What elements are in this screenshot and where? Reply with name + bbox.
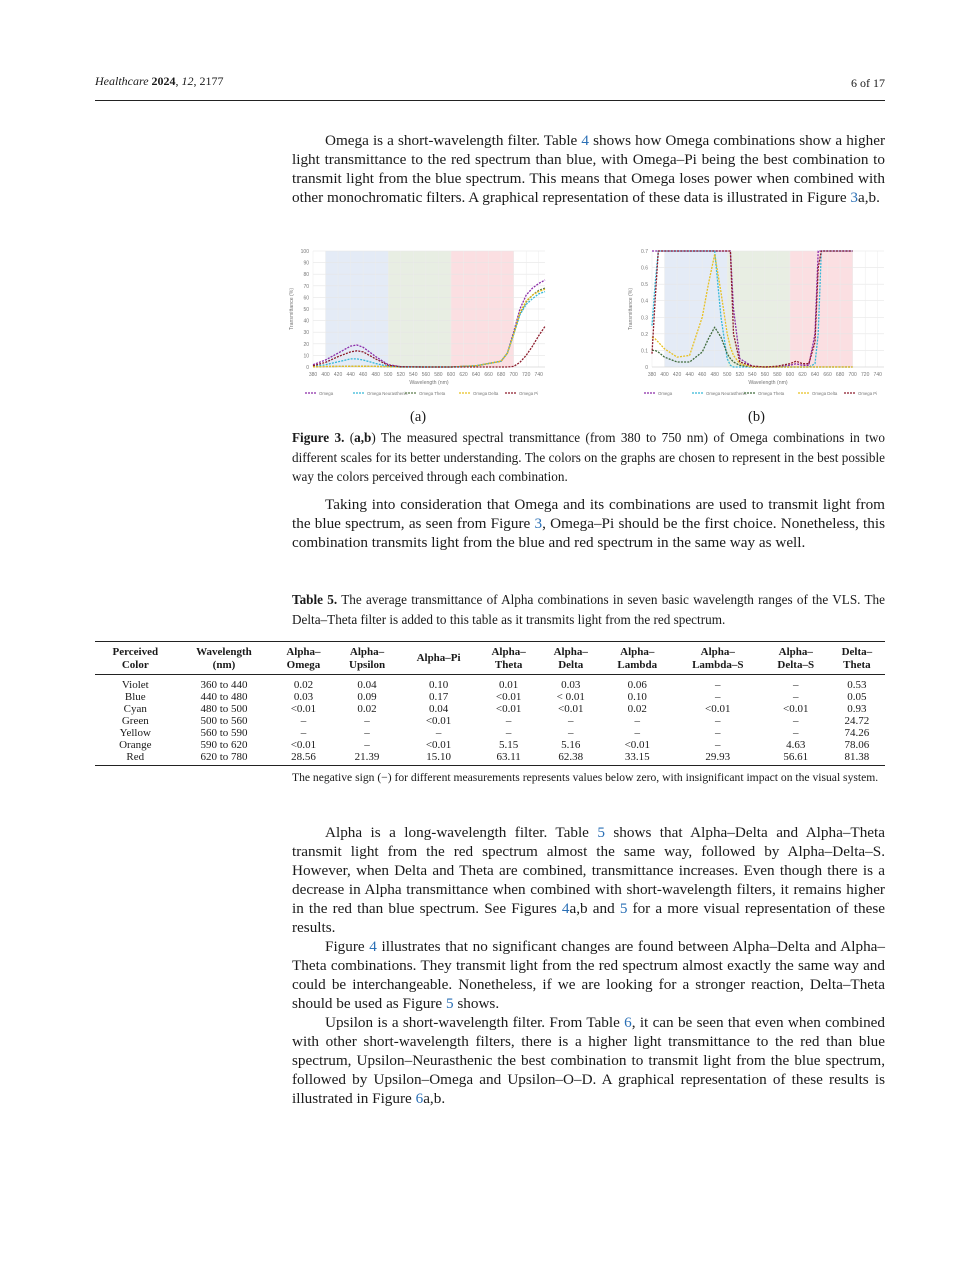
text: Upsilon is a short-wavelength filter. From Table (325, 1014, 625, 1031)
x-tick-label: 680 (496, 372, 506, 378)
figure-6-link[interactable]: 6 (415, 1090, 424, 1107)
value-cell: – (793, 715, 799, 727)
wavelength-cell: 560 to 590 (200, 727, 248, 739)
text: ( (344, 430, 355, 445)
paragraph-omega-choice (292, 495, 885, 552)
x-tick-label: 580 (773, 372, 782, 378)
y-tick-label: 0.6 (641, 265, 648, 272)
y-tick-label: 40 (303, 318, 309, 325)
legend-label: Omega Theta (758, 390, 785, 396)
value-cell: 0.04 (428, 703, 449, 715)
x-tick-label: 460 (358, 372, 368, 378)
x-tick-label: 380 (308, 372, 318, 378)
color-cell: Orange (119, 739, 152, 751)
text: Alpha is a long-wavelength filter. Table (325, 824, 598, 841)
value-cell: <0.01 (557, 703, 584, 715)
x-tick-label: 460 (697, 372, 707, 378)
text: illustrates that no significant changes are found between Alpha–Delta and Alpha–Theta combinations. They transmit light from the red spectrum almost exactly the same way and could be interchangeable. Nonetheless, if we are looking for a stronger reaction, Delta–Theta should be used as Figure (292, 938, 886, 1012)
value-cell: 0.03 (293, 691, 314, 703)
column-header-text: Upsilon (349, 658, 386, 671)
text: a,b. (423, 1090, 446, 1107)
value-cell: – (634, 715, 641, 727)
y-tick-label: 80 (303, 272, 309, 279)
table-4-link[interactable]: 4 (581, 132, 589, 149)
value-cell: 63.11 (478, 751, 540, 766)
text: Figure (325, 938, 370, 955)
y-tick-label: 0 (645, 365, 648, 371)
value-cell: <0.01 (425, 739, 452, 751)
legend-label: Omega Pi (858, 390, 878, 396)
x-tick-label: 720 (861, 372, 870, 378)
column-header-text: Wavelength (196, 646, 252, 658)
column-header (602, 642, 673, 675)
column-header-text: Theta (843, 658, 871, 671)
legend-label: Omega Neurasthenic (706, 390, 747, 396)
x-tick-label: 440 (685, 372, 694, 378)
color-cell: Red (95, 751, 176, 766)
y-axis-label: Transmittance (%) (289, 287, 295, 331)
figure-5-link[interactable]: 5 (445, 995, 454, 1012)
value-cell: – (364, 739, 370, 751)
value-cell: 0.93 (847, 703, 867, 715)
text: shows how Omega combinations show a higher light transmittance to the red spectrum than blue, with Omega–Pi being the best combination to transmit light from the blue spectrum. This means that Omega loses power when combined with other monochromatic filters. A graphical representation of these data is illustrated in Figure (292, 132, 886, 206)
column-header (400, 642, 478, 675)
band-red (790, 251, 853, 367)
x-tick-label: 740 (534, 372, 543, 378)
wavelength-cell: 620 to 780 (176, 751, 273, 766)
table-footnote: The negative sign (−) for different measurements represents values below zero, with insignificant impact on the visual system. (292, 771, 879, 784)
column-header (540, 642, 602, 675)
value-cell: 0.05 (847, 691, 867, 703)
text: Taking into consideration that Omega and its combinations are used to transmit light from the blue spectrum, as seen from Figure (292, 496, 885, 532)
value-cell: 81.38 (829, 751, 885, 766)
value-cell: 24.72 (844, 715, 870, 727)
value-cell: 0.03 (561, 679, 581, 691)
x-tick-label: 600 (446, 372, 456, 378)
table-5 (95, 641, 885, 766)
x-tick-label: 520 (396, 372, 405, 378)
y-tick-label: 70 (303, 283, 309, 290)
wavelength-cell: 500 to 560 (200, 715, 248, 727)
y-tick-label: 0.7 (641, 249, 648, 255)
x-tick-label: 400 (660, 372, 669, 378)
table-5-link[interactable]: 5 (597, 824, 605, 841)
y-tick-label: 10 (303, 353, 309, 360)
x-tick-label: 740 (873, 372, 882, 378)
x-tick-label: 620 (798, 372, 807, 378)
column-header-text: Omega (286, 658, 321, 671)
value-cell: – (793, 691, 799, 703)
value-cell: – (435, 727, 442, 739)
x-tick-label: 640 (471, 372, 481, 378)
y-tick-label: 0.4 (641, 298, 648, 305)
paragraph-figure-4 (292, 937, 885, 1013)
value-cell: – (364, 715, 370, 727)
value-cell: <0.01 (495, 703, 522, 715)
table-row (95, 739, 885, 751)
y-tick-label: 20 (303, 341, 309, 348)
journal-volume: 12 (181, 74, 194, 88)
x-axis-label: Wavelength (nm) (748, 380, 788, 386)
value-cell: 28.56 (272, 751, 334, 766)
color-cell: Yellow (119, 727, 151, 739)
value-cell: – (505, 715, 512, 727)
column-header-text: Color (121, 658, 149, 671)
y-tick-label: 30 (303, 330, 309, 337)
text: Omega is a short-wavelength filter. Table (325, 132, 582, 149)
paragraph-alpha (292, 823, 885, 937)
x-tick-label: 500 (384, 372, 393, 378)
table-row (95, 703, 885, 715)
text: for a more visual representation of these results. (292, 900, 886, 936)
y-tick-label: 100 (300, 249, 309, 255)
figure-4-link[interactable]: 4 (561, 900, 570, 917)
value-cell: – (505, 727, 512, 739)
color-cell: Violet (121, 679, 149, 691)
table-row (95, 675, 885, 692)
wavelength-cell: 590 to 620 (200, 739, 248, 751)
x-tick-label: 480 (371, 372, 380, 378)
journal-name: Healthcare (95, 74, 149, 88)
value-cell: – (567, 727, 574, 739)
column-header (673, 642, 763, 675)
value-cell: 5.15 (498, 739, 519, 751)
value-cell: 0.01 (498, 679, 519, 691)
value-cell: 0.53 (847, 679, 867, 691)
table-6-link[interactable]: 6 (624, 1014, 632, 1031)
value-cell: 0.04 (357, 679, 377, 691)
value-cell: 15.10 (400, 751, 478, 766)
caption-label: Figure 3. (292, 430, 345, 445)
table-5-caption (292, 590, 885, 629)
figure-4-link[interactable]: 4 (369, 938, 377, 955)
value-cell: 0.02 (293, 679, 314, 691)
column-header (95, 642, 176, 675)
y-tick-label: 0.5 (641, 282, 648, 289)
value-cell: – (715, 691, 721, 703)
column-header-text: Delta (558, 658, 584, 671)
value-cell: – (567, 715, 574, 727)
value-cell: 0.10 (428, 679, 449, 691)
x-tick-label: 540 (748, 372, 757, 378)
x-tick-label: 400 (321, 372, 330, 378)
x-tick-label: 500 (723, 372, 732, 378)
y-tick-label: 50 (303, 307, 309, 313)
value-cell: <0.01 (495, 691, 522, 703)
value-cell: – (715, 727, 721, 739)
x-tick-label: 420 (672, 372, 682, 378)
value-cell: 5.16 (561, 739, 581, 751)
column-header-text: Alpha– (553, 646, 588, 658)
table-caption-text: The average transmittance of Alpha combinations in seven basic wavelength ranges of the VLS. The Delta–Theta filter is added to this table as it transmits light from the red spectrum. (292, 592, 885, 627)
figure-3-link[interactable]: 3 (850, 189, 858, 206)
value-cell: 0.17 (428, 691, 449, 703)
column-header-text: Alpha– (778, 646, 813, 658)
column-header-text: Alpha– (491, 646, 526, 658)
value-cell: – (300, 727, 307, 739)
x-tick-label: 660 (823, 372, 832, 378)
wavelength-cell: 360 to 440 (200, 679, 248, 691)
caption-text: ) The measured spectral transmittance (from 380 to 750 nm) of Omega combinations in two different scales for its better understanding. The colors on the graphs are chosen to represent in the best possible way the colors perceived through each combination. (292, 430, 885, 484)
column-header (763, 642, 829, 675)
value-cell: 0.06 (627, 679, 647, 691)
legend-label: Omega Delta (473, 390, 499, 396)
journal-year: 2024 (151, 74, 176, 88)
value-cell: 0.02 (357, 703, 377, 715)
column-header (829, 642, 885, 675)
value-cell: – (300, 715, 307, 727)
color-cell: Cyan (123, 703, 147, 715)
color-cell: Blue (124, 691, 146, 703)
table-caption-label: Table 5. (292, 592, 338, 607)
value-cell: 4.63 (786, 739, 806, 751)
x-tick-label: 700 (509, 372, 518, 378)
y-tick-label: 0.3 (641, 315, 648, 322)
table-row (95, 727, 885, 739)
y-tick-label: 0.1 (641, 348, 648, 355)
figure-3-link[interactable]: 3 (534, 515, 543, 532)
value-cell: <0.01 (425, 715, 452, 727)
x-tick-label: 420 (333, 372, 343, 378)
x-tick-label: 600 (785, 372, 795, 378)
paragraph-omega-intro (292, 131, 885, 207)
page-header (95, 74, 885, 101)
text: a,b. (858, 189, 880, 206)
column-header (272, 642, 334, 675)
value-cell: <0.01 (705, 703, 731, 715)
value-cell: 0.09 (357, 691, 377, 703)
x-tick-label: 660 (484, 372, 493, 378)
x-tick-label: 480 (710, 372, 719, 378)
legend-label: Omega (319, 390, 334, 396)
x-tick-label: 540 (409, 372, 418, 378)
column-header-text: Delta– (841, 646, 873, 658)
article-number: 2177 (199, 74, 224, 88)
page-number: 6 of 17 (851, 76, 885, 90)
wavelength-cell: 440 to 480 (200, 691, 248, 703)
x-tick-label: 720 (522, 372, 531, 378)
panel-label-b: (b) (748, 409, 765, 425)
figure-3-caption (292, 428, 885, 487)
figure-3b-chart (622, 243, 894, 405)
column-header-text: Alpha– (620, 646, 655, 658)
x-tick-label: 580 (434, 372, 443, 378)
value-cell: <0.01 (624, 739, 651, 751)
table-header-row (95, 642, 885, 675)
value-cell: 78.06 (844, 739, 870, 751)
text: a,b and (569, 900, 620, 917)
column-header-text: Alpha– (349, 646, 385, 658)
x-axis-label: Wavelength (nm) (409, 380, 449, 386)
x-tick-label: 680 (835, 372, 845, 378)
text: , Omega–Pi should be the first choice. Nonetheless, this combination transmits light from the blue and red spectrum in the same way as well. (292, 515, 885, 551)
column-header (335, 642, 400, 675)
chart-a-svg (283, 243, 555, 405)
chart-b-svg (622, 243, 894, 405)
value-cell: – (793, 679, 799, 691)
value-cell: – (364, 727, 370, 739)
column-header-text: Theta (494, 658, 523, 671)
y-tick-label: 0.2 (641, 331, 648, 338)
legend-label: Omega (658, 390, 673, 396)
column-header-text: Delta–S (777, 658, 815, 671)
x-tick-label: 560 (421, 372, 431, 378)
value-cell: 21.39 (335, 751, 400, 766)
column-header (478, 642, 540, 675)
column-header-text: Alpha– (700, 646, 735, 658)
value-cell: 56.61 (763, 751, 829, 766)
value-cell: <0.01 (290, 703, 317, 715)
column-header-text: Lambda–S (692, 658, 744, 671)
legend-label: Omega Pi (519, 390, 539, 396)
panel-label-a: (a) (410, 409, 427, 425)
value-cell: 0.02 (627, 703, 647, 715)
value-cell: 33.15 (602, 751, 673, 766)
figure-3a-chart (283, 243, 555, 405)
x-tick-label: 700 (848, 372, 857, 378)
table-row (95, 691, 885, 703)
text: shows that Alpha–Delta and Alpha–Theta transmit light from the red spectrum almost the same way, followed by Alpha–Delta–S. However, when Delta and Theta are combined, transmittance increases. Even though there is a decrease in Alpha transmittance when combined with short-wavelength filters, it remains higher in the red than blue spectrum. See Figures (292, 824, 885, 917)
value-cell: <0.01 (290, 739, 317, 751)
x-tick-label: 440 (346, 372, 355, 378)
table-row (95, 715, 885, 727)
y-tick-label: 90 (303, 260, 309, 267)
column-header-text: Alpha–Pi (416, 652, 461, 665)
column-header-text: (nm) (212, 658, 236, 671)
paragraph-upsilon (292, 1013, 885, 1108)
y-axis-label: Transmittance (%) (628, 287, 634, 331)
text: , it can be seen that even when combined with other short-wavelength filters, there is a higher light transmittance to the red than blue spectrum, Upsilon–Neurasthenic the best combination to transmit light from the blue spectrum, followed by Upsilon–Omega and Upsilon–O–D. A graphical representation of these results is illustrated in Figure (292, 1014, 885, 1107)
column-header-text: Alpha– (286, 646, 321, 658)
value-cell: – (634, 727, 641, 739)
column-header-text: Lambda (617, 658, 658, 671)
legend-label: Omega Delta (812, 390, 838, 396)
table-row (95, 751, 885, 766)
value-cell: 29.93 (673, 751, 763, 766)
column-header (176, 642, 273, 675)
value-cell: 74.26 (844, 727, 870, 739)
value-cell: 62.38 (540, 751, 602, 766)
x-tick-label: 640 (810, 372, 820, 378)
y-tick-label: 0 (306, 365, 309, 371)
value-cell: – (715, 679, 721, 691)
legend-label: Omega Theta (419, 390, 446, 396)
caption-panels: a,b (354, 430, 372, 445)
text: shows. (453, 995, 500, 1012)
value-cell: <0.01 (783, 703, 809, 715)
value-cell: – (715, 715, 721, 727)
table-body (95, 675, 885, 766)
value-cell: 0.10 (627, 691, 647, 703)
color-cell: Green (121, 715, 149, 727)
value-cell: < 0.01 (556, 691, 585, 703)
x-tick-label: 380 (647, 372, 657, 378)
value-cell: – (715, 739, 721, 751)
column-header-text: Perceived (112, 646, 159, 658)
x-tick-label: 620 (459, 372, 468, 378)
value-cell: – (793, 727, 799, 739)
wavelength-cell: 480 to 500 (200, 703, 248, 715)
y-tick-label: 60 (303, 295, 309, 302)
band-blue (665, 251, 728, 367)
figure-5-link[interactable]: 5 (619, 900, 628, 917)
legend-label: Omega Neurasthenic (367, 390, 408, 396)
x-tick-label: 560 (760, 372, 770, 378)
x-tick-label: 520 (735, 372, 744, 378)
journal-citation: Healthcare 2024, 12, 2177 (95, 74, 224, 88)
